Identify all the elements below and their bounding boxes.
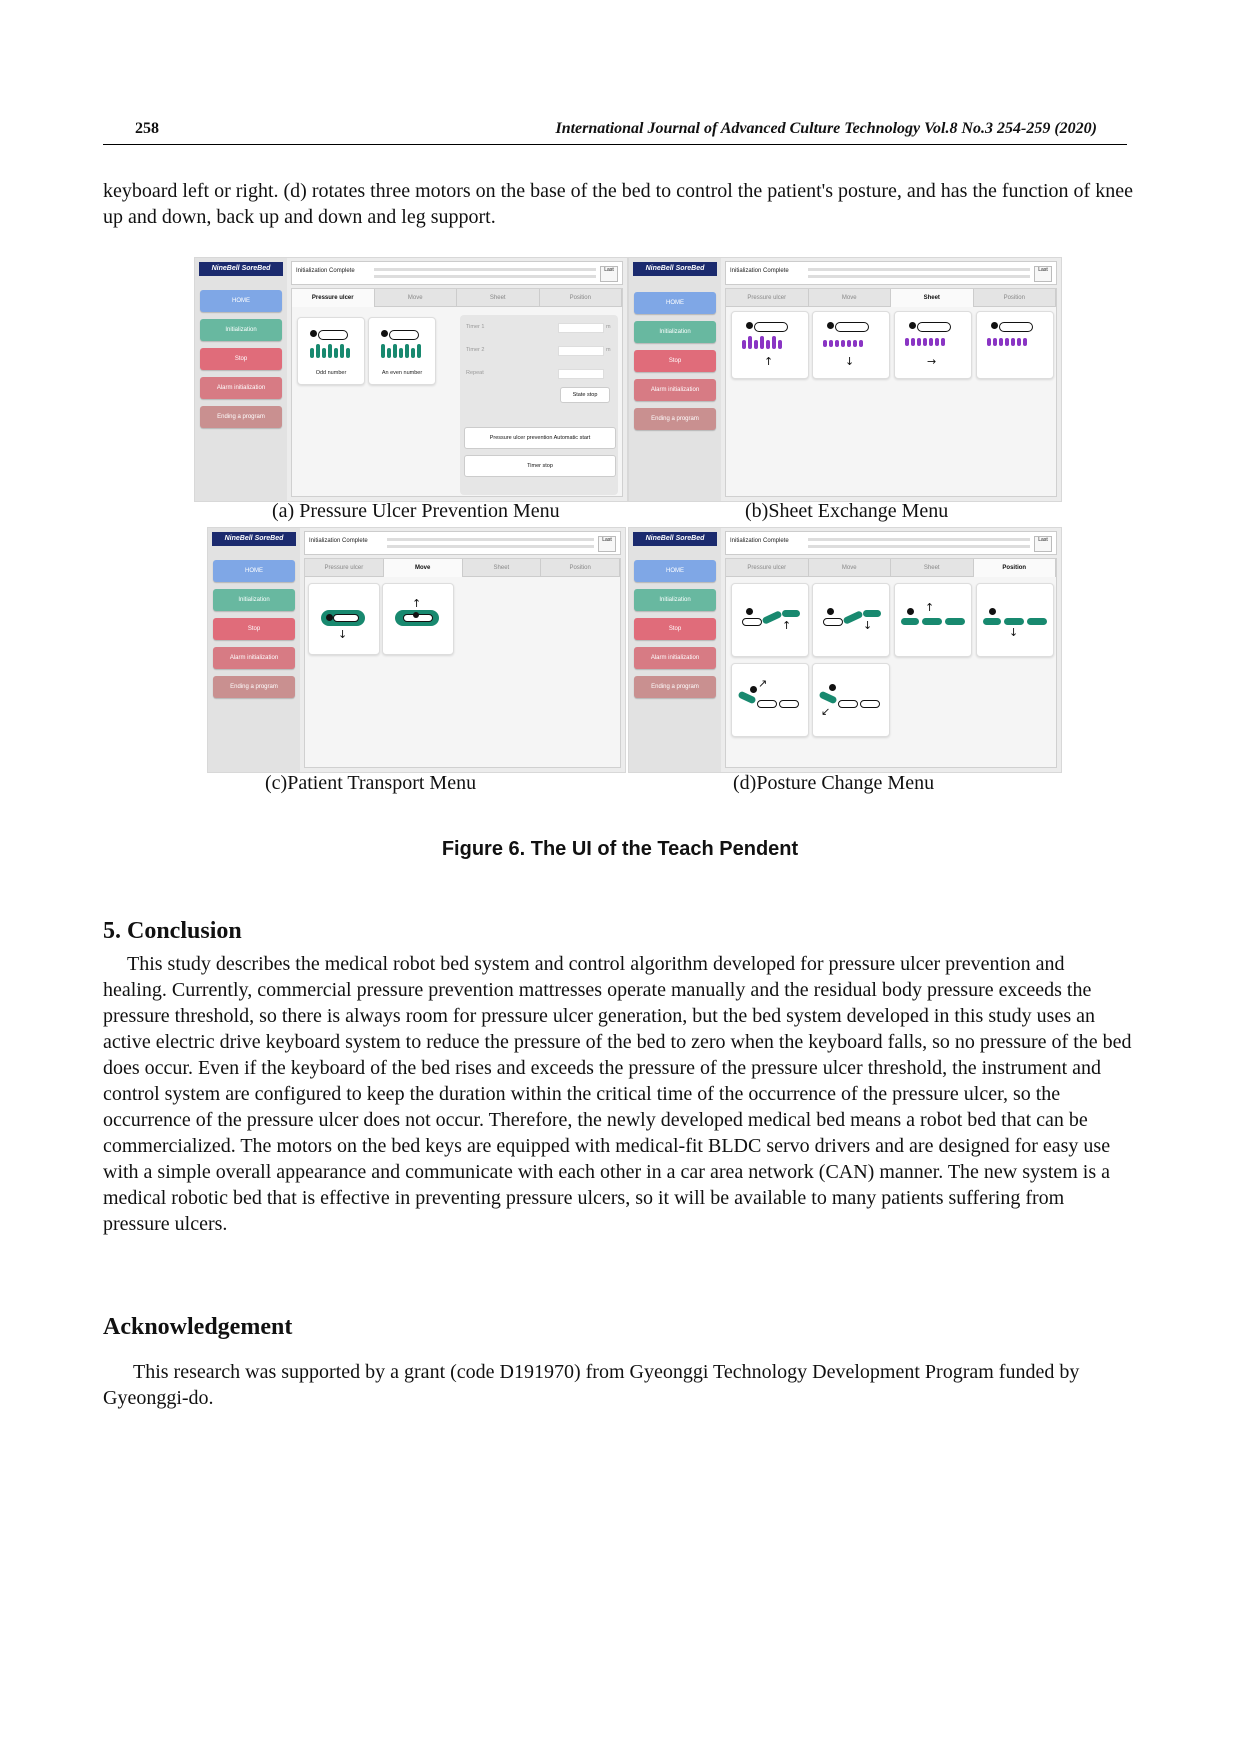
tab-move[interactable]: Move [375,289,458,307]
info-line [374,275,596,278]
status-bar [291,261,623,285]
tab-pressure-ulcer[interactable]: Pressure ulcer [726,559,809,577]
tab-sheet[interactable]: Sheet [463,559,542,577]
sidebar [208,528,300,772]
brand-logo: NineBell SoreBed [212,532,296,546]
caption-a: (a) Pressure Ulcer Prevention Menu [272,500,560,522]
tab-sheet[interactable]: Sheet [891,289,974,307]
tab-position[interactable]: Position [974,289,1057,307]
tab-bar [305,559,620,577]
tab-bar [292,289,622,307]
journal-title: International Journal of Advanced Culture Technology Vol.8 No.3 254-259 (2020) [555,120,1097,137]
caption-b: (b)Sheet Exchange Menu [745,500,949,522]
content-area [304,558,621,768]
caption-d: (d)Posture Change Menu [733,772,935,794]
page-header [103,120,1127,145]
sidebar [629,258,721,501]
patient-icon [310,330,317,337]
panel-posture-change [628,527,1062,773]
leg-down-card[interactable] [812,663,890,737]
tab-bar [726,559,1056,577]
bed-icon [389,330,419,340]
odd-number-card[interactable] [297,317,365,385]
back-down-card[interactable] [976,583,1054,657]
tab-bar [726,289,1056,307]
patient-icon [827,322,834,329]
arrow-up-icon: ↑ [782,619,792,632]
alarm-initialization-button[interactable]: Alarm initialization [634,379,716,401]
patient-icon [381,330,388,337]
home-button[interactable]: HOME [200,290,282,312]
patient-icon [326,614,333,621]
keyboard-bars-icon [742,336,782,349]
initialization-button[interactable]: Initialization [200,319,282,341]
bed-segment-icon [779,700,799,708]
last-button[interactable]: Last [598,536,616,552]
arrow-up-right-icon: ↗ [758,677,768,690]
bed-icon [754,322,788,332]
timer-panel [460,315,618,495]
status-text: Initialization Complete [296,268,355,274]
page-number: 258 [135,120,159,137]
bed-segment-icon [860,700,880,708]
bed-segment-icon [842,610,863,625]
caption-c: (c)Patient Transport Menu [265,772,477,794]
move-up-card[interactable] [382,583,454,655]
tab-move[interactable]: Move [384,559,463,577]
timer1-label: Timer 1 [466,324,485,330]
last-button[interactable]: Last [600,266,618,282]
home-button[interactable]: HOME [213,560,295,582]
patient-icon [991,322,998,329]
keyboard-bars-icon [905,338,945,346]
leg-up-card[interactable] [731,663,809,737]
bed-icon [917,322,951,332]
timer1-input[interactable] [558,323,604,333]
patient-icon [829,684,836,691]
bed-segment-icon [1004,618,1024,625]
stop-button[interactable]: Stop [634,350,716,372]
arrow-up-icon: ↑ [412,597,422,610]
status-bar [725,531,1057,555]
sheet-card-4[interactable] [976,311,1054,379]
info-line [808,545,1030,548]
knee-down-card[interactable] [812,583,890,657]
acknowledgement-heading: Acknowledgement [103,1314,293,1340]
alarm-initialization-button[interactable]: Alarm initialization [213,647,295,669]
arrow-right-icon: → [927,355,937,368]
status-text: Initialization Complete [730,268,789,274]
arrow-down-icon: ↓ [1009,626,1019,639]
bed-segment-icon [922,618,942,625]
home-button[interactable]: HOME [634,560,716,582]
content-area [725,558,1057,768]
bed-segment-icon [863,610,881,617]
keyboard-bars-icon [823,340,863,347]
conclusion-heading: 5. Conclusion [103,918,242,944]
conclusion-paragraph: This study describes the medical robot bed system and control algorithm developed for pressure ulcer prevention and healing. Currently, commercial pressure prevention mattresses operate manually and the residual body pressure exceeds the pressure threshold, so there is always room for pressure ulcer generation, but the bed system developed in this study uses an active electric drive keyboard system to reduce the pressure of the bed to zero when the keyboard falls, so no pressure of the bed does occur. Even if the keyboard of the bed rises and exceeds the pressure of the pressure ulcer threshold, the instrument and control system are configured to keep the duration within the critical time of the occurrence of the pressure ulcer, so the occurrence of the pressure ulcer does not occur. Therefore, the newly developed medical bed means a robot bed that can be commercialized. The motors on the bed keys are equipped with medical-fit BLDC servo drivers and are designed for easy use with a simple overall appearance and communicate with each other in a car area network (CAN) manner. The new system is a medical robotic bed that is effective in preventing pressure ulcers, so it will be available to many patients suffering from pressure ulcers. [103,953,1132,1235]
alarm-initialization-button[interactable]: Alarm initialization [634,647,716,669]
panel-pressure-ulcer [194,257,628,502]
keyboard-bars-icon [381,344,421,358]
knee-up-card[interactable] [731,583,809,657]
repeat-input[interactable] [558,369,604,379]
patient-icon [907,608,914,615]
home-button[interactable]: HOME [634,292,716,314]
stop-button[interactable]: Stop [200,348,282,370]
info-line [374,268,596,271]
initialization-button[interactable]: Initialization [213,589,295,611]
panel-sheet-exchange [628,257,1062,502]
sidebar [195,258,287,501]
unit-label: m [606,347,611,353]
intro-paragraph: keyboard left or right. (d) rotates three motors on the base of the bed to control the patient's posture, and has the function of knee up and down, back up and down and leg support. [103,180,1133,228]
patient-icon [989,608,996,615]
patient-icon [746,322,753,329]
bed-segment-icon [945,618,965,625]
bed-segment-icon [901,618,919,625]
bed-segment-icon [823,618,843,626]
bed-slot-icon [333,614,359,622]
arrow-down-icon: ↓ [863,619,873,632]
arrow-down-left-icon: ↙ [821,705,831,718]
state-stop-button[interactable]: State stop [560,387,610,403]
arrow-up-icon: ↑ [764,355,774,368]
arrow-up-icon: ↑ [925,601,935,614]
arrow-down-icon: ↓ [845,355,855,368]
tab-sheet[interactable]: Sheet [891,559,974,577]
repeat-label: Repeat [466,370,484,376]
sheet-card-3[interactable] [894,311,972,379]
tab-pressure-ulcer[interactable]: Pressure ulcer [305,559,384,577]
tab-position[interactable]: Position [974,559,1057,577]
even-number-card[interactable] [368,317,436,385]
sheet-card-1[interactable] [731,311,809,379]
initialization-button[interactable]: Initialization [634,589,716,611]
bed-segment-icon [742,618,762,626]
ending-program-button[interactable]: Ending a program [634,676,716,698]
tab-position[interactable]: Position [540,289,623,307]
patient-icon [909,322,916,329]
bed-segment-icon [1027,618,1047,625]
card-label: An even number [381,370,423,376]
content-area [725,288,1057,497]
status-bar [725,261,1057,285]
sheet-card-2[interactable] [812,311,890,379]
tab-pressure-ulcer[interactable]: Pressure ulcer [292,289,375,307]
patient-icon [827,608,834,615]
brand-logo: NineBell SoreBed [633,532,717,546]
unit-label: m [606,324,611,330]
tab-move[interactable]: Move [809,559,892,577]
content-area [291,288,623,497]
bed-icon [318,330,348,340]
sidebar [629,528,721,772]
bed-icon [999,322,1033,332]
alarm-initialization-button[interactable]: Alarm initialization [200,377,282,399]
status-text: Initialization Complete [730,538,789,544]
auto-start-button[interactable]: Pressure ulcer prevention Automatic start [464,427,616,449]
figure-title: Figure 6. The UI of the Teach Pendent [441,838,799,860]
patient-icon [413,612,419,618]
bed-icon [835,322,869,332]
bed-segment-icon [782,610,800,617]
bed-segment-icon [818,691,837,705]
back-up-card[interactable] [894,583,972,657]
info-line [387,545,594,548]
keyboard-bars-icon [310,344,350,358]
bed-segment-icon [983,618,1001,625]
move-down-card[interactable] [308,583,380,655]
tab-sheet[interactable]: Sheet [457,289,540,307]
timer-stop-button[interactable]: Timer stop [464,455,616,477]
keyboard-bars-icon [987,338,1027,346]
ending-program-button[interactable]: Ending a program [213,676,295,698]
info-line [808,275,1030,278]
ending-program-button[interactable]: Ending a program [200,406,282,428]
tab-pressure-ulcer[interactable]: Pressure ulcer [726,289,809,307]
bed-segment-icon [838,700,858,708]
bed-segment-icon [757,700,777,708]
brand-logo: NineBell SoreBed [199,262,283,276]
timer2-label: Timer 2 [466,347,485,353]
patient-icon [750,686,757,693]
patient-icon [746,608,753,615]
bed-segment-icon [761,610,782,625]
panel-patient-transport [207,527,626,773]
tab-move[interactable]: Move [809,289,892,307]
ending-program-button[interactable]: Ending a program [634,408,716,430]
info-line [387,538,594,541]
brand-logo: NineBell SoreBed [633,262,717,276]
info-line [808,268,1030,271]
timer2-input[interactable] [558,346,604,356]
card-label: Odd number [315,370,347,376]
tab-position[interactable]: Position [541,559,620,577]
acknowledgement-paragraph: This research was supported by a grant (code D191970) from Gyeonggi Technology Development Program funded by Gyeonggi-do. [103,1361,1080,1409]
status-text: Initialization Complete [309,538,368,544]
last-button[interactable]: Last [1034,266,1052,282]
last-button[interactable]: Last [1034,536,1052,552]
status-bar [304,531,621,555]
initialization-button[interactable]: Initialization [634,321,716,343]
stop-button[interactable]: Stop [213,618,295,640]
info-line [808,538,1030,541]
arrow-down-icon: ↓ [338,628,348,641]
stop-button[interactable]: Stop [634,618,716,640]
